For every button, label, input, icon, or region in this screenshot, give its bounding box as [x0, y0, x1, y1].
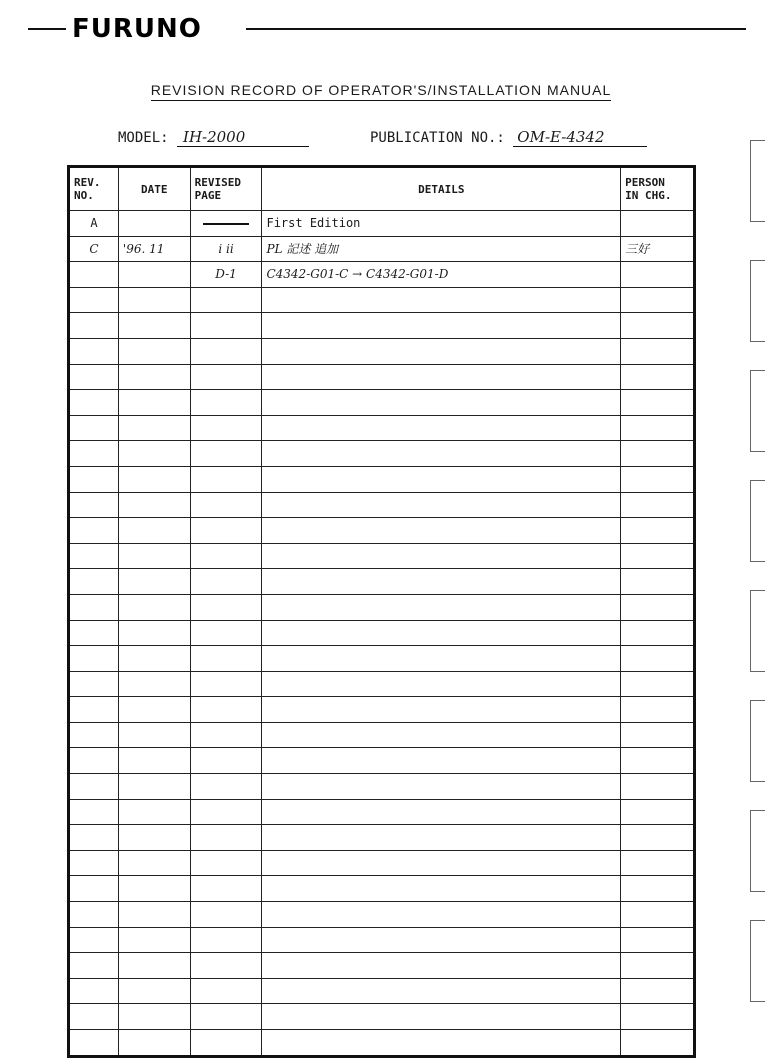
cell-rev — [69, 338, 119, 364]
cell-rev — [69, 415, 119, 441]
cell-person — [621, 390, 695, 416]
cell-person — [621, 620, 695, 646]
margin-bracket — [750, 810, 765, 892]
cell-person — [621, 543, 695, 569]
cell-page — [190, 569, 262, 595]
cell-person — [621, 902, 695, 928]
cell-page — [190, 313, 262, 339]
cell-details — [262, 927, 621, 953]
cell-rev — [69, 876, 119, 902]
cell-details — [262, 390, 621, 416]
cell-page — [190, 953, 262, 979]
cell-rev — [69, 492, 119, 518]
document-title — [0, 82, 772, 98]
cell-details — [262, 799, 621, 825]
cell-rev — [69, 364, 119, 390]
cell-date — [118, 646, 190, 672]
cell-details — [262, 287, 621, 313]
cell-person — [621, 518, 695, 544]
col-revised-page: REVISED PAGE — [190, 167, 262, 211]
cell-rev — [69, 620, 119, 646]
cell-page — [190, 620, 262, 646]
cell-page — [190, 518, 262, 544]
cell-details — [262, 594, 621, 620]
cell-page — [190, 466, 262, 492]
cell-person — [621, 850, 695, 876]
table-row — [69, 671, 695, 697]
cell-page — [190, 850, 262, 876]
cell-page — [190, 1004, 262, 1030]
cell-rev — [69, 518, 119, 544]
cell-date — [118, 390, 190, 416]
cell-details — [262, 774, 621, 800]
table-row — [69, 466, 695, 492]
table-row — [69, 262, 695, 288]
cell-details — [262, 466, 621, 492]
cell-rev — [69, 466, 119, 492]
cell-date — [118, 364, 190, 390]
table-row — [69, 1004, 695, 1030]
cell-person — [621, 466, 695, 492]
cell-date — [118, 492, 190, 518]
publication-value: OM-E-4342 — [513, 128, 647, 147]
cell-details — [262, 364, 621, 390]
cell-details — [262, 697, 621, 723]
cell-rev — [69, 697, 119, 723]
table-row — [69, 236, 695, 262]
cell-rev — [69, 850, 119, 876]
margin-bracket — [750, 700, 765, 782]
cell-date — [118, 697, 190, 723]
cell-rev — [69, 1004, 119, 1030]
table-row — [69, 287, 695, 313]
cell-person — [621, 876, 695, 902]
cell-date — [118, 978, 190, 1004]
cell-details — [262, 620, 621, 646]
cell-person — [621, 492, 695, 518]
table-row — [69, 978, 695, 1004]
cell-person — [621, 646, 695, 672]
col-rev-no: REV. NO. — [69, 167, 119, 211]
cell-page — [190, 774, 262, 800]
cell-page: D-1 — [190, 262, 262, 288]
cell-details — [262, 671, 621, 697]
cell-rev — [69, 287, 119, 313]
table-row — [69, 620, 695, 646]
cell-details — [262, 313, 621, 339]
table-row — [69, 492, 695, 518]
table-row — [69, 902, 695, 928]
table-row — [69, 569, 695, 595]
table-row — [69, 850, 695, 876]
table-row — [69, 518, 695, 544]
cell-details: C4342-G01-C → C4342-G01-D — [262, 262, 621, 288]
cell-rev — [69, 722, 119, 748]
cell-rev — [69, 594, 119, 620]
cell-rev — [69, 978, 119, 1004]
cell-date — [118, 569, 190, 595]
cell-rev: A — [69, 211, 119, 237]
cell-date — [118, 543, 190, 569]
cell-details — [262, 850, 621, 876]
table-row — [69, 825, 695, 851]
table-row — [69, 697, 695, 723]
table-header-row — [69, 167, 695, 211]
header-rule-left — [28, 28, 66, 30]
cell-person — [621, 262, 695, 288]
table-row — [69, 646, 695, 672]
cell-page — [190, 722, 262, 748]
cell-details — [262, 953, 621, 979]
cell-details — [262, 492, 621, 518]
cell-page — [190, 543, 262, 569]
cell-page — [190, 211, 262, 237]
table-row — [69, 313, 695, 339]
cell-date — [118, 774, 190, 800]
cell-rev — [69, 927, 119, 953]
margin-bracket — [750, 920, 765, 1002]
cell-page — [190, 390, 262, 416]
cell-person — [621, 978, 695, 1004]
cell-page — [190, 415, 262, 441]
cell-date: '96. 11 — [118, 236, 190, 262]
cell-details — [262, 415, 621, 441]
cell-details — [262, 1004, 621, 1030]
right-margin-marks — [744, 140, 772, 1020]
col-person: PERSON IN CHG. — [621, 167, 695, 211]
cell-person — [621, 441, 695, 467]
cell-details — [262, 902, 621, 928]
cell-date — [118, 876, 190, 902]
cell-date — [118, 211, 190, 237]
table-row — [69, 953, 695, 979]
cell-date — [118, 1004, 190, 1030]
cell-date — [118, 313, 190, 339]
cell-person — [621, 594, 695, 620]
table-row — [69, 338, 695, 364]
cell-rev — [69, 825, 119, 851]
cell-date — [118, 466, 190, 492]
table-row — [69, 799, 695, 825]
cell-page — [190, 646, 262, 672]
table-row — [69, 774, 695, 800]
cell-rev — [69, 1030, 119, 1057]
cell-details — [262, 1030, 621, 1057]
cell-person — [621, 722, 695, 748]
cell-details — [262, 518, 621, 544]
cell-rev — [69, 262, 119, 288]
margin-bracket — [750, 590, 765, 672]
model-value: IH-2000 — [177, 128, 309, 147]
revision-table-body — [69, 211, 695, 1057]
cell-rev — [69, 748, 119, 774]
cell-date — [118, 953, 190, 979]
cell-details — [262, 825, 621, 851]
cell-date — [118, 415, 190, 441]
cell-page — [190, 978, 262, 1004]
cell-page — [190, 902, 262, 928]
cell-details — [262, 569, 621, 595]
table-row — [69, 748, 695, 774]
table-row — [69, 722, 695, 748]
cell-rev — [69, 902, 119, 928]
table-row — [69, 876, 695, 902]
publication-field — [370, 128, 647, 147]
cell-page — [190, 671, 262, 697]
cell-details — [262, 876, 621, 902]
cell-page — [190, 364, 262, 390]
cell-person — [621, 697, 695, 723]
table-row — [69, 211, 695, 237]
table-row — [69, 594, 695, 620]
cell-details — [262, 646, 621, 672]
cell-person — [621, 748, 695, 774]
cell-person — [621, 211, 695, 237]
margin-bracket — [750, 370, 765, 452]
cell-rev — [69, 441, 119, 467]
revision-table — [67, 165, 696, 1058]
table-row — [69, 927, 695, 953]
cell-date — [118, 927, 190, 953]
cell-date — [118, 441, 190, 467]
cell-date — [118, 902, 190, 928]
cell-rev — [69, 543, 119, 569]
table-row — [69, 415, 695, 441]
cell-page — [190, 697, 262, 723]
cell-date — [118, 338, 190, 364]
cell-date — [118, 748, 190, 774]
cell-rev — [69, 390, 119, 416]
cell-details — [262, 338, 621, 364]
cell-page — [190, 748, 262, 774]
cell-page — [190, 1030, 262, 1057]
cell-page — [190, 825, 262, 851]
cell-rev — [69, 671, 119, 697]
cell-page — [190, 338, 262, 364]
cell-date — [118, 1030, 190, 1057]
cell-rev — [69, 313, 119, 339]
cell-details: First Edition — [262, 211, 621, 237]
cell-date — [118, 722, 190, 748]
dash-mark — [203, 223, 249, 225]
cell-page — [190, 441, 262, 467]
margin-bracket — [750, 260, 765, 342]
cell-details — [262, 543, 621, 569]
cell-person — [621, 338, 695, 364]
cell-details — [262, 978, 621, 1004]
table-row — [69, 390, 695, 416]
cell-page: i ii — [190, 236, 262, 262]
cell-person — [621, 569, 695, 595]
model-label: MODEL: — [118, 130, 169, 146]
model-field — [118, 128, 309, 147]
cell-person: 三好 — [621, 236, 695, 262]
header-rule-right — [246, 28, 746, 30]
table-row — [69, 1030, 695, 1057]
margin-bracket — [750, 140, 765, 222]
table-row — [69, 364, 695, 390]
col-date: DATE — [118, 167, 190, 211]
cell-person — [621, 825, 695, 851]
col-details: DETAILS — [262, 167, 621, 211]
furuno-logo: FURUNO — [72, 14, 202, 44]
table-row — [69, 441, 695, 467]
cell-date — [118, 825, 190, 851]
cell-date — [118, 262, 190, 288]
cell-page — [190, 799, 262, 825]
cell-date — [118, 518, 190, 544]
cell-date — [118, 287, 190, 313]
cell-page — [190, 287, 262, 313]
cell-person — [621, 1004, 695, 1030]
cell-person — [621, 313, 695, 339]
publication-label: PUBLICATION NO.: — [370, 130, 505, 146]
cell-rev — [69, 799, 119, 825]
cell-rev — [69, 953, 119, 979]
cell-date — [118, 850, 190, 876]
margin-bracket — [750, 480, 765, 562]
cell-person — [621, 927, 695, 953]
cell-person — [621, 415, 695, 441]
cell-details — [262, 748, 621, 774]
cell-date — [118, 671, 190, 697]
cell-person — [621, 799, 695, 825]
cell-person — [621, 287, 695, 313]
cell-rev — [69, 774, 119, 800]
cell-page — [190, 876, 262, 902]
cell-page — [190, 492, 262, 518]
cell-person — [621, 671, 695, 697]
cell-details: PL 記述 追加 — [262, 236, 621, 262]
document-title-text: REVISION RECORD OF OPERATOR'S/INSTALLATION MANUAL — [151, 82, 612, 101]
cell-person — [621, 1030, 695, 1057]
cell-date — [118, 799, 190, 825]
cell-rev — [69, 646, 119, 672]
cell-details — [262, 441, 621, 467]
cell-details — [262, 722, 621, 748]
cell-person — [621, 774, 695, 800]
cell-page — [190, 927, 262, 953]
cell-page — [190, 594, 262, 620]
cell-date — [118, 620, 190, 646]
cell-rev — [69, 569, 119, 595]
cell-rev: C — [69, 236, 119, 262]
cell-date — [118, 594, 190, 620]
table-row — [69, 543, 695, 569]
cell-person — [621, 364, 695, 390]
cell-person — [621, 953, 695, 979]
